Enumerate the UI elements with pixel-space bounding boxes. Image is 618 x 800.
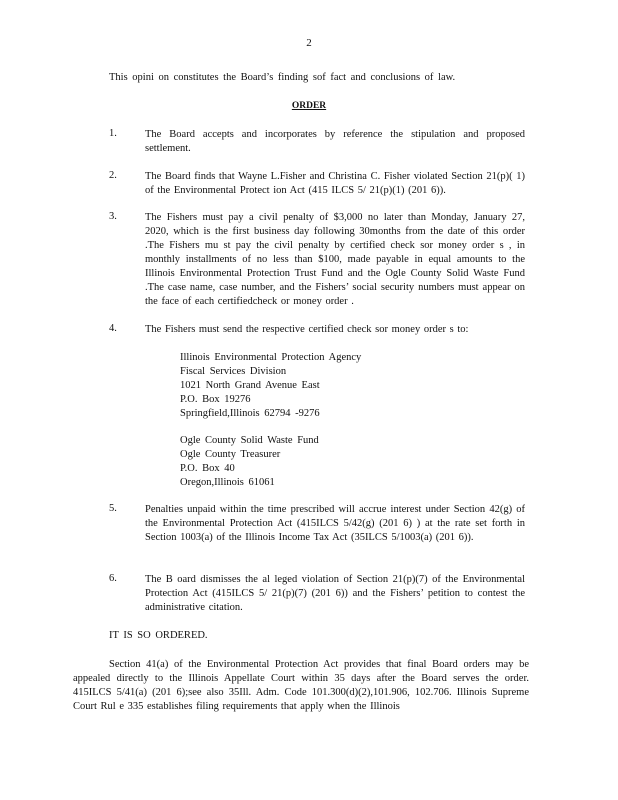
item-text: Penalties unpaid within the time prescribed will accrue interest under Section 42(g) of the Environmental Protection Act (415ILCS 5/42(g) (201 6) ) at the rate set forth in Section 1003(a) of the Illinois Income Tax Act (35ILCS 5/1003(a) (201 6)). bbox=[145, 504, 525, 543]
address-line: Oregon,Illinois 61061 bbox=[180, 477, 275, 488]
item-number: 1. bbox=[109, 128, 117, 139]
address-line: Ogle County Solid Waste Fund bbox=[180, 435, 319, 446]
closing-paragraph: Section 41(a) of the Environmental Protection Act provides that final Board orders may be appealed directly to the Illinois Appellate Court within 35 days after the Board serves the order. 415ILCS 5/41(a) (201 6);see also 35Ill. Adm. Code 101.300(d)(2),101.906, 102.706. Illinois Supreme Court Rul e 335 establishes filing requirements that apply when the Illinois bbox=[73, 659, 529, 712]
item-text: The Board accepts and incorporates by reference the stipulation and proposed settlement. bbox=[145, 129, 525, 154]
order-heading: ORDER bbox=[291, 101, 327, 111]
item-number: 6. bbox=[109, 573, 117, 584]
item-number: 3. bbox=[109, 211, 117, 222]
item-number: 2. bbox=[109, 170, 117, 181]
address-line: Springfield,Illinois 62794 -9276 bbox=[180, 408, 320, 419]
address-line: Illinois Environmental Protection Agency bbox=[180, 352, 362, 363]
address-line: Ogle County Treasurer bbox=[180, 449, 281, 460]
intro-paragraph: This opini on constitutes the Board’s finding sof fact and conclusions of law. bbox=[109, 72, 456, 83]
address-block-epa bbox=[180, 351, 361, 421]
item-text: The Fishers must pay a civil penalty of $3,000 no later than Monday, January 27, 2020, which is the first business day following 30months from the date of this order .The Fishers mu st pay the civil penalty by certified check sor money order s , in monthly installments of no less than $100, made payable in equal amounts to the Illinois Environmental Protection Trust Fund and the Ogle County Solid Waste Fund .The case name, case number, and the Fishers’ social security numbers must appear on the face of each certifiedcheck or money order . bbox=[145, 212, 525, 307]
address-line: 1021 North Grand Avenue East bbox=[180, 380, 320, 391]
address-line: Fiscal Services Division bbox=[180, 366, 287, 377]
so-ordered-statement: IT IS SO ORDERED. bbox=[109, 630, 208, 641]
address-line: P.O. Box 40 bbox=[180, 463, 235, 474]
page-number: 2 bbox=[306, 37, 312, 49]
item-text: The Fishers must send the respective certified check sor money order s to: bbox=[145, 324, 469, 335]
address-line: P.O. Box 19276 bbox=[180, 394, 251, 405]
item-text: The Board finds that Wayne L.Fisher and Christina C. Fisher violated Section 21(p)( 1) of the Environmental Protect ion Act (415 ILCS 5/ 21(p)(1) (201 6)). bbox=[145, 171, 525, 196]
item-number: 4. bbox=[109, 323, 117, 334]
address-block-ogle bbox=[180, 434, 319, 490]
item-text: The B oard dismisses the al leged violation of Section 21(p)(7) of the Environmental Protection Act (415ILCS 5/ 21(p)(7) (201 6)) and the Fishers’ petition to contest the administrative citation. bbox=[145, 574, 525, 613]
item-number: 5. bbox=[109, 503, 117, 514]
